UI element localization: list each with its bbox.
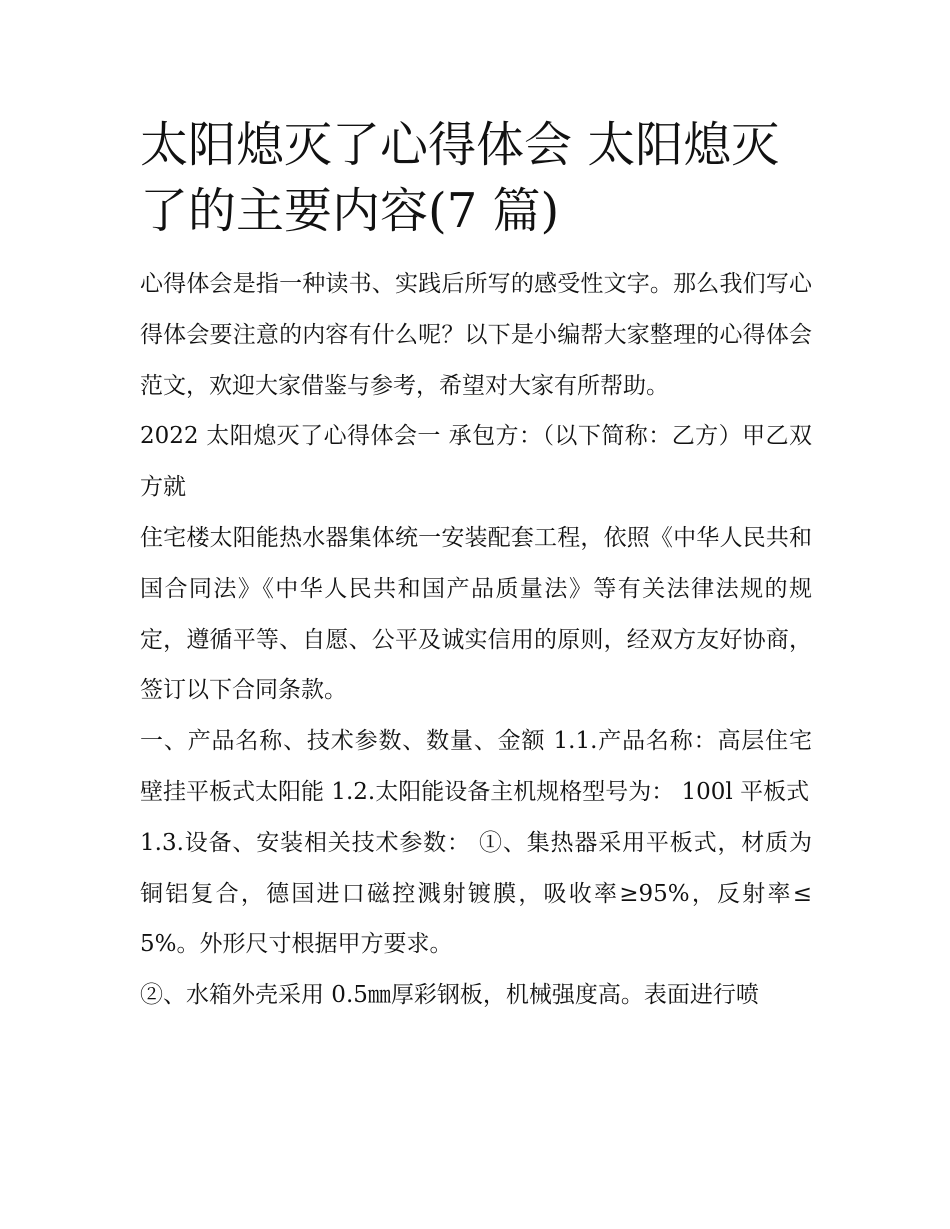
paragraph-tank-shell: ②、水箱外壳采用 0.5㎜厚彩钢板，机械强度高。表面进行喷 xyxy=(140,982,759,1009)
paragraph-product-name: 一、产品名称、技术参数、数量、金额 1.1.产品名称：高层住宅壁挂平板式太阳能 1.2.太阳能设备主机规格型号为： 100l 平板式 xyxy=(140,728,812,805)
document-paragraphs xyxy=(140,259,812,1021)
paragraph-contract-parties: 2022 太阳熄灭了心得体会一 承包方：（以下简称：乙方）甲乙双方就 xyxy=(140,423,812,501)
paragraph-technical-params: 1.3.设备、安装相关技术参数： ①、集热器采用平板式，材质为铜铝复合，德国进口磁控溅射镀膜，吸收率≥95%，反射率≤5%。外形尺寸根据甲方要求。 xyxy=(140,829,812,958)
paragraph-project-basis: 住宅楼太阳能热水器集体统一安装配套工程，依照《中华人民共和国合同法》《中华人民共和国产品质量法》等有关法律法规的规定，遵循平等、自愿、公平及诚实信用的原则，经双方友好协商，签订以下合同条款。 xyxy=(140,524,812,704)
document-title: 太阳熄灭了心得体会 太阳熄灭了的主要内容(7 篇) xyxy=(140,117,780,239)
document-body xyxy=(140,112,812,1021)
paragraph-intro: 心得体会是指一种读书、实践后所写的感受性文字。那么我们写心得体会要注意的内容有什么呢？以下是小编帮大家整理的心得体会范文，欢迎大家借鉴与参考，希望对大家有所帮助。 xyxy=(140,271,812,399)
